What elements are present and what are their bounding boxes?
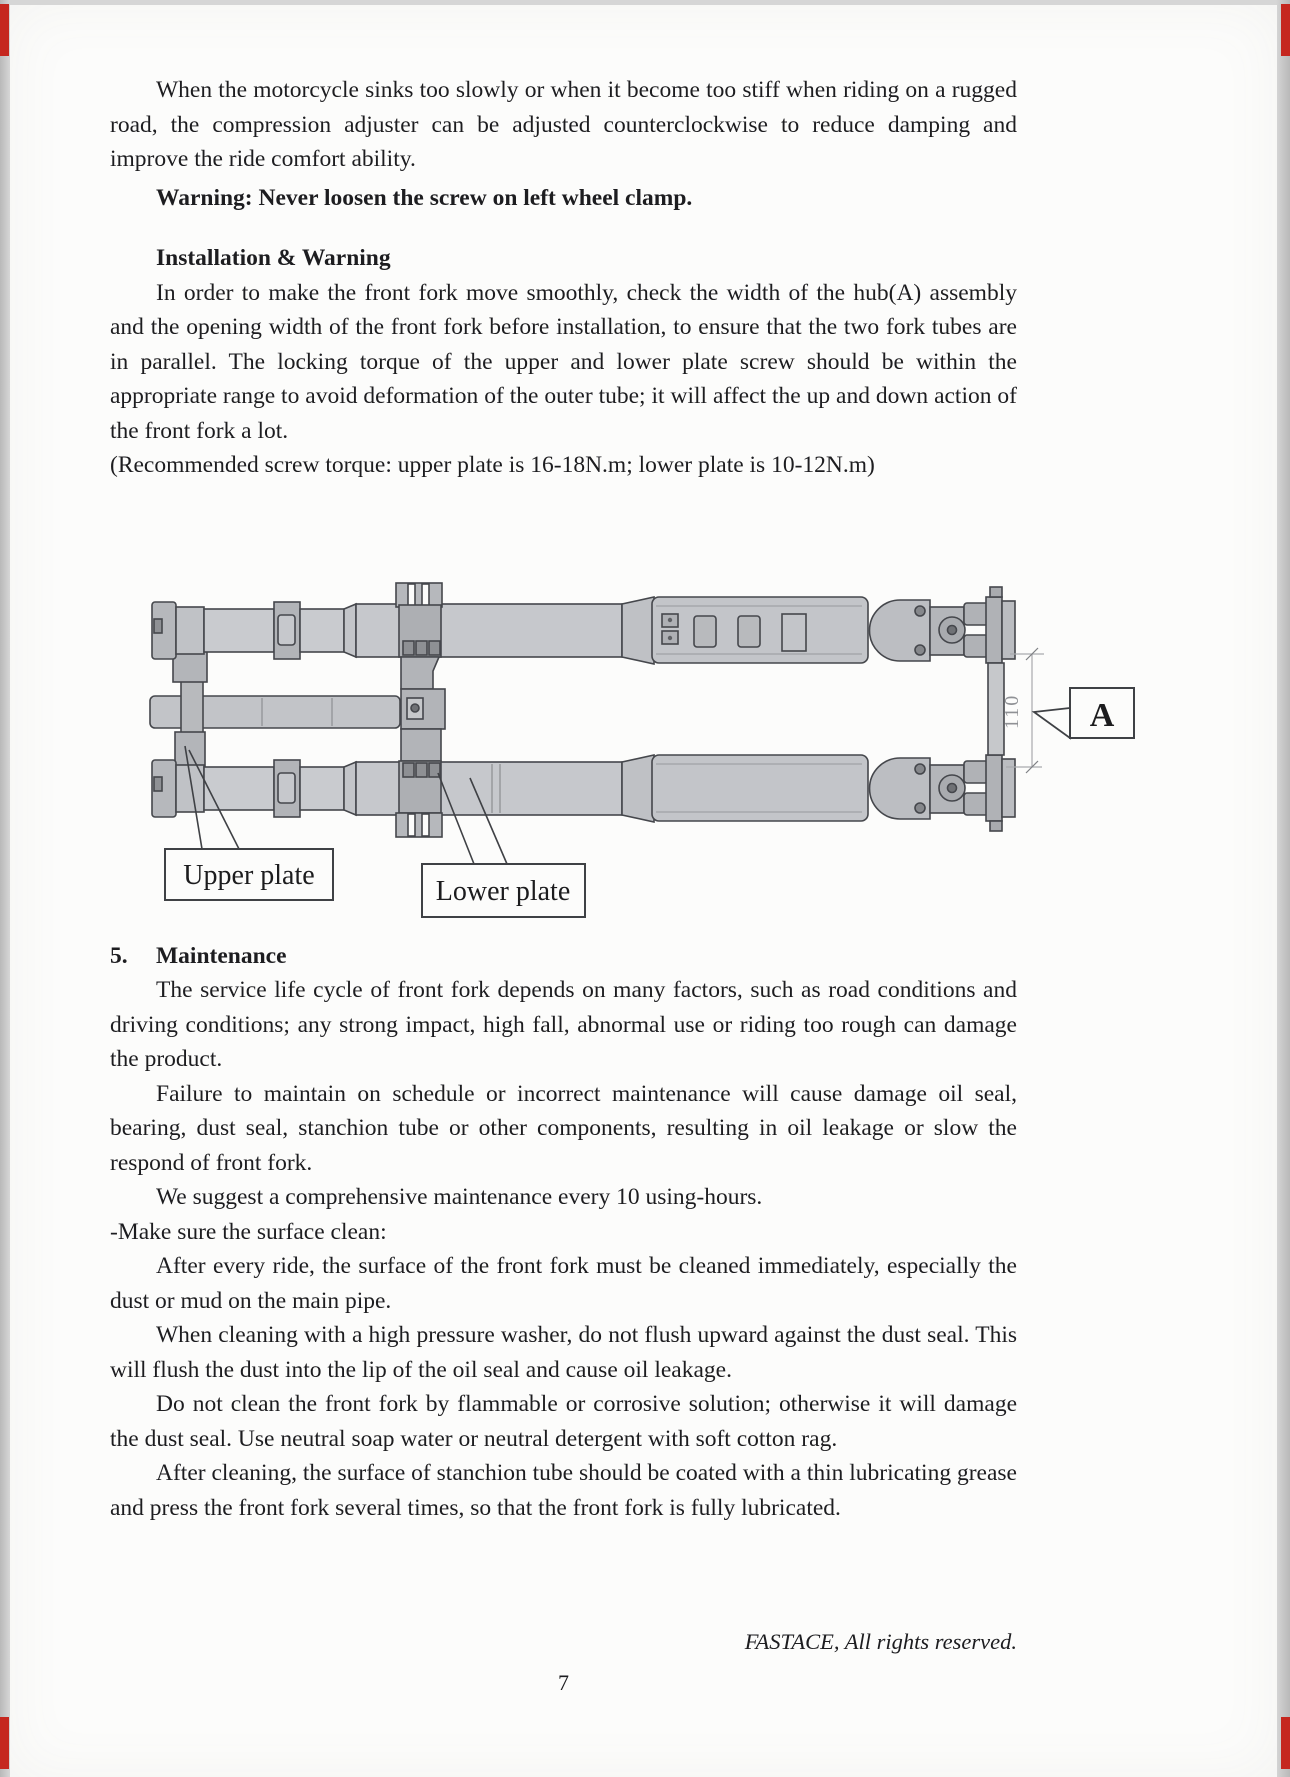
bottom-fork-leg	[152, 755, 1015, 831]
red-corner-mark-bottom-left	[0, 1717, 9, 1769]
front-fork-diagram	[140, 579, 1154, 929]
callout-a-label: A	[1089, 696, 1115, 734]
maintenance-paragraph-5: After every ride, the surface of the front fork must be cleaned immediately, especially the dust or mud on the main pipe.	[110, 1253, 1017, 1314]
intro-paragraph: When the motorcycle sinks too slowly or when it become too stiff when riding on a rugged road, the compression adjuster can be adjusted counterclockwise to reduce damping and improve the ride comfort ability.	[110, 77, 1017, 172]
callout-a	[1034, 688, 1134, 738]
maintenance-paragraph-8: After cleaning, the surface of stanchion tube should be coated with a thin lubricating grease and press the front fork several times, so that the front fork is fully lubricated.	[110, 1460, 1017, 1521]
maintenance-paragraph-2: Failure to maintain on schedule or incorrect maintenance will cause damage oil seal, bearing, dust seal, stanchion tube or other components, resulting in oil leakage or slow the respond of front fork.	[110, 1080, 1017, 1176]
maintenance-heading	[110, 939, 1017, 974]
torque-note: (Recommended screw torque: upper plate is 16-18N.m; lower plate is 10-12N.m)	[110, 452, 875, 478]
installation-warning-heading: Installation & Warning	[156, 245, 391, 271]
lower-plate-part	[396, 583, 445, 837]
maintenance-paragraph-7: Do not clean the front fork by flammable or corrosive solution; otherwise it will damage the dust seal. Use neutral soap water or neutral detergent with soft cotton rag.	[110, 1391, 1017, 1452]
page-number: 7	[558, 1669, 569, 1695]
red-corner-mark-top-right	[1281, 4, 1290, 56]
maintenance-paragraph-4: -Make sure the surface clean:	[110, 1218, 387, 1245]
maintenance-paragraph-3: We suggest a comprehensive maintenance every 10 using-hours.	[156, 1184, 763, 1210]
fork-drawing	[150, 583, 1134, 917]
maintenance-section-number: 5.	[110, 942, 128, 969]
red-corner-mark-bottom-right	[1281, 1717, 1290, 1769]
document-page	[10, 5, 1277, 1777]
dimension-value-110: 110	[1001, 693, 1023, 729]
footer-brand: FASTACE, All rights reserved.	[744, 1629, 1017, 1654]
lower-plate-label: Lower plate	[435, 875, 571, 907]
page-content	[110, 73, 1115, 1700]
warning-line: Warning: Never loosen the screw on left wheel clamp.	[156, 184, 693, 211]
maintenance-section-title: Maintenance	[156, 942, 287, 969]
maintenance-paragraph-1: The service life cycle of front fork depends on many factors, such as road conditions and driving conditions; any strong impact, high fall, abnormal use or riding too rough can damage the product.	[110, 977, 1017, 1072]
top-fork-leg	[152, 587, 1015, 664]
upper-plate-label: Upper plate	[183, 859, 315, 891]
red-corner-mark-top-left	[0, 4, 9, 56]
installation-paragraph: In order to make the front fork move smoothly, check the width of the hub(A) assembly and the opening width of the front fork before installation, to ensure that the two fork tubes are in parallel. The locking torque of the upper and lower plate screw should be within the appropriate range to avoid deformation of the outer tube; it will affect the up and down action of the front fork a lot.	[110, 279, 1017, 444]
maintenance-paragraph-6: When cleaning with a high pressure washer, do not flush upward against the dust seal. This will flush the dust into the lip of the oil seal and cause oil leakage.	[110, 1322, 1017, 1383]
